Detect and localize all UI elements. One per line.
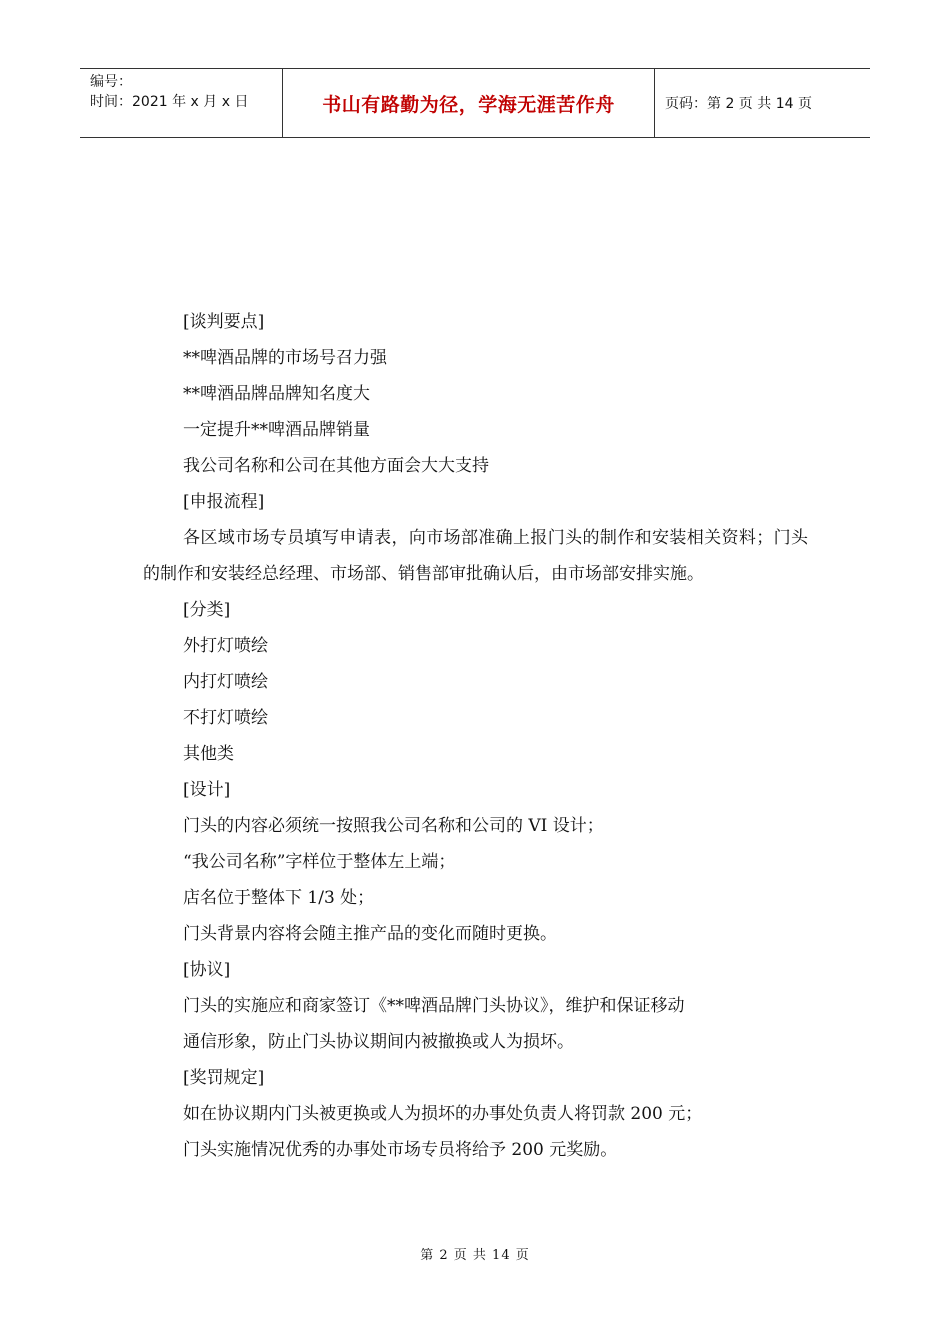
reward-rule: 如在协议期内门头被更换或人为损坏的办事处负责人将罚款 200 元； — [183, 1104, 703, 1124]
category-item: 不打灯喷绘 — [183, 708, 268, 728]
negotiation-point: 一定提升**啤酒品牌销量 — [183, 420, 370, 440]
negotiation-point: **啤酒品牌的市场号召力强 — [183, 348, 387, 368]
section-heading-process: [申报流程] — [183, 492, 265, 512]
section-heading-negotiation: [谈判要点] — [183, 312, 265, 332]
design-rule: 门头背景内容将会随主推产品的变化而随时更换。 — [183, 924, 557, 944]
header-number: 编号： — [90, 74, 132, 90]
section-heading-design: [设计] — [183, 780, 231, 800]
section-heading-category: [分类] — [183, 600, 231, 620]
section-heading-reward: [奖罚规定] — [183, 1068, 265, 1088]
agreement-line: 通信形象，防止门头协议期间内被撤换或人为损坏。 — [183, 1032, 574, 1052]
document-body — [143, 304, 808, 1168]
agreement-line: 门头的实施应和商家签订《**啤酒品牌门头协议》，维护和保证移动 — [183, 996, 685, 1016]
negotiation-point: **啤酒品牌品牌知名度大 — [183, 384, 370, 404]
page-footer: 第 2 页 共 14 页 — [420, 1248, 530, 1263]
design-rule: “我公司名称”字样位于整体左上端； — [183, 852, 456, 872]
design-rule: 门头的内容必须统一按照我公司名称和公司的 VI 设计； — [183, 816, 604, 836]
reward-rule: 门头实施情况优秀的办事处市场专员将给予 200 元奖励。 — [183, 1140, 618, 1160]
negotiation-point: 我公司名称和公司在其他方面会大大支持 — [183, 456, 489, 476]
category-item: 内打灯喷绘 — [183, 672, 268, 692]
section-heading-agreement: [协议] — [183, 960, 231, 980]
category-item: 外打灯喷绘 — [183, 636, 268, 656]
process-paragraph: 各区域市场专员填写申请表，向市场部准确上报门头的制作和安装相关资料；门头的制作和安装经总经理、市场部、销售部审批确认后，由市场部安排实施。 — [143, 528, 808, 584]
page-header — [80, 68, 870, 138]
header-motto: 书山有路勤为径，学海无涯苦作舟 — [283, 69, 655, 137]
header-page-info: 页码：第 2 页 共 14 页 — [665, 96, 812, 112]
header-date: 时间：2021 年 x 月 x 日 — [90, 94, 249, 110]
design-rule: 店名位于整体下 1/3 处； — [183, 888, 375, 908]
header-meta — [80, 69, 283, 137]
category-item: 其他类 — [183, 744, 234, 764]
